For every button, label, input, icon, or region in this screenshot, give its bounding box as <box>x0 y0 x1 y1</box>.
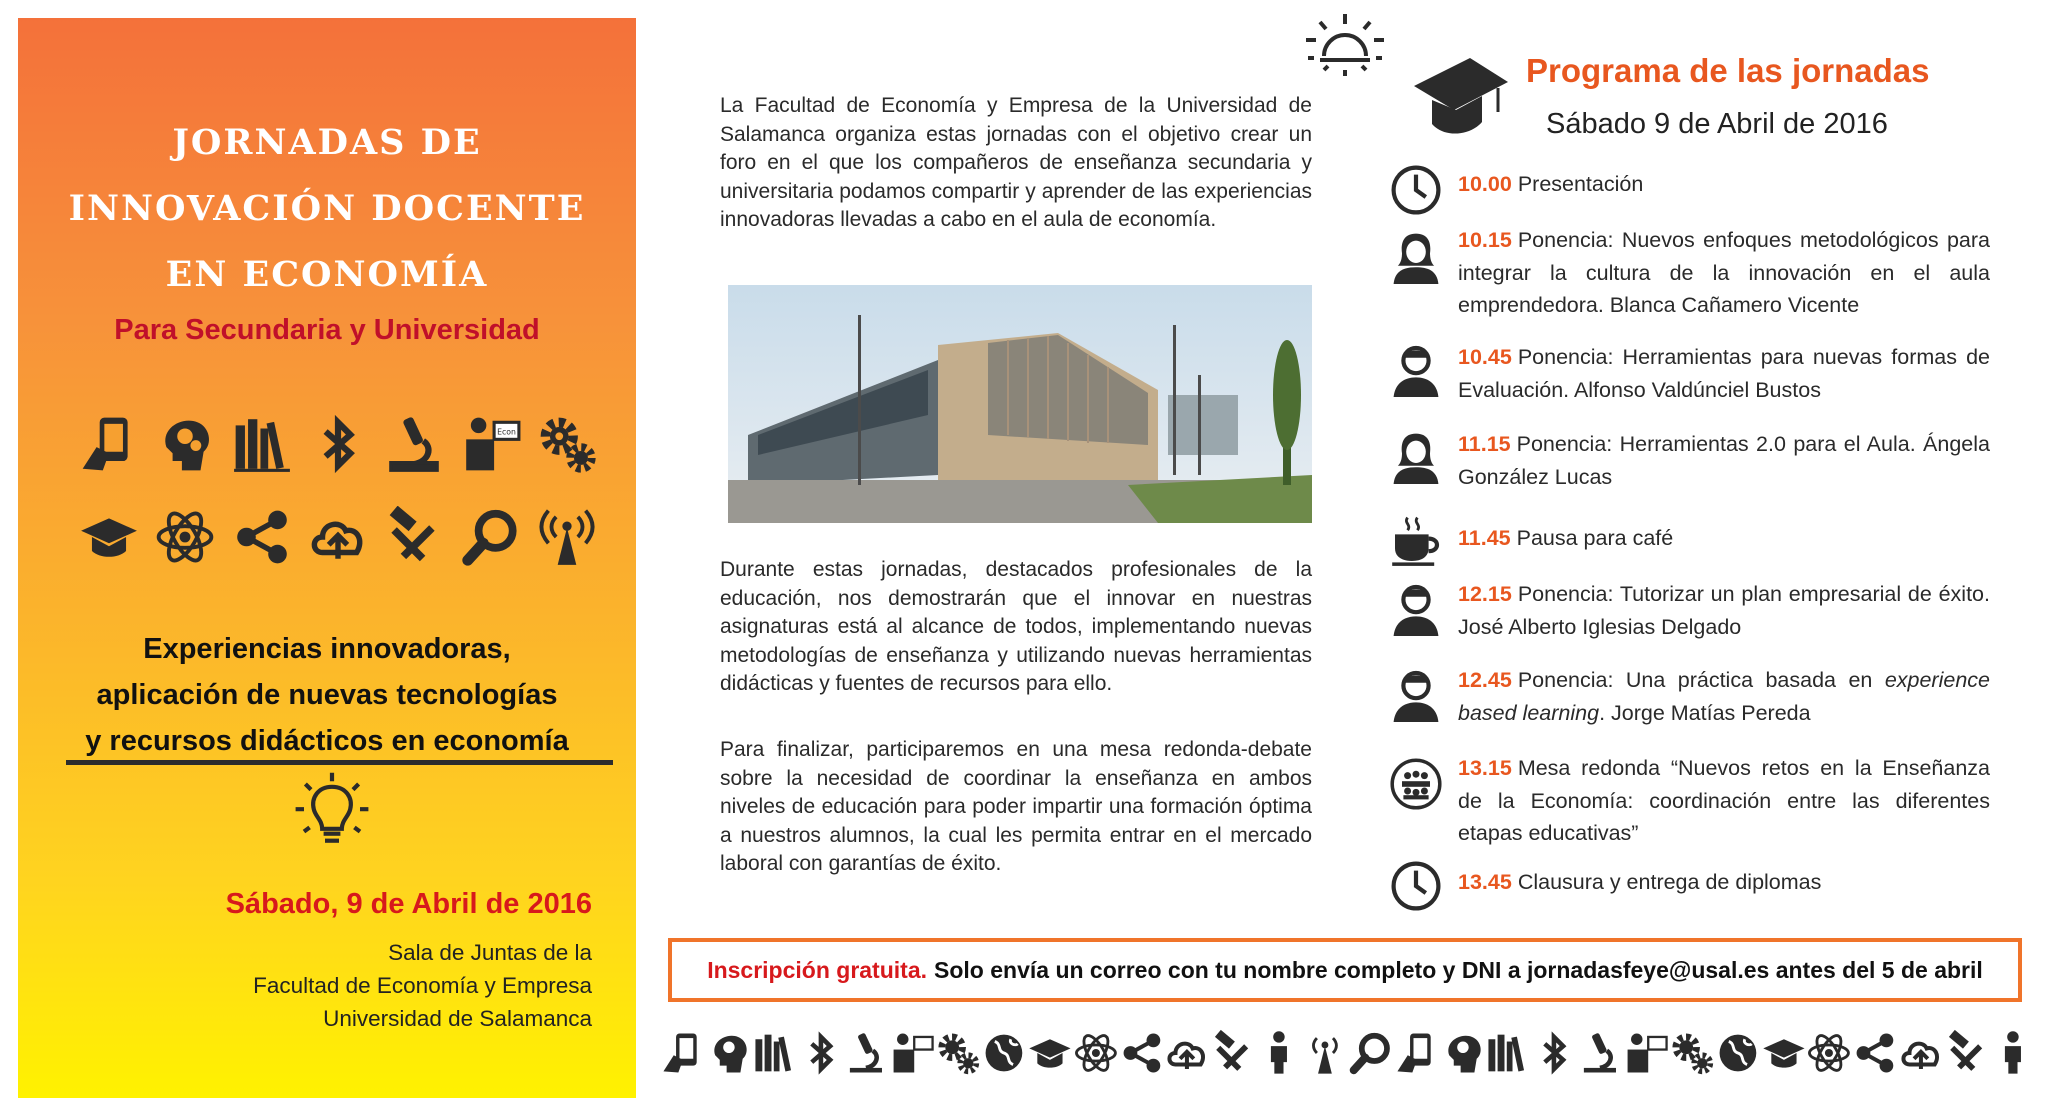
event-place <box>253 936 592 1035</box>
gears-icon <box>935 1028 981 1078</box>
place-line-3: Universidad de Salamanca <box>323 1006 592 1031</box>
cloud-upload-icon <box>1164 1028 1210 1078</box>
graduation-cap-icon <box>1027 1028 1073 1078</box>
cloud-upload-icon <box>1898 1028 1944 1078</box>
globe-icon <box>1715 1028 1761 1078</box>
hammer-wrench-icon <box>383 506 445 573</box>
microscope-icon <box>843 1028 889 1078</box>
item-text: Mesa redonda “Nuevos retos en la Enseñanza de la Economía: coordinación entre las diferentes etapas educativas” <box>1458 756 1990 845</box>
magnifier-icon <box>460 506 522 573</box>
gears-icon <box>536 413 598 480</box>
clock-icon <box>1388 858 1444 914</box>
faculty-building-photo <box>728 285 1312 523</box>
round-table-icon <box>1388 756 1444 812</box>
presenter-icon <box>1256 1028 1302 1078</box>
graduation-cap-icon <box>78 506 140 573</box>
time-label: 12.15 <box>1458 582 1512 606</box>
item-text: Presentación <box>1517 172 1644 196</box>
time-label: 12.45 <box>1458 668 1512 692</box>
man-speaker-icon <box>1388 666 1444 722</box>
bluetooth-icon <box>1531 1028 1577 1078</box>
brain-gears-icon <box>154 413 216 480</box>
bluetooth-icon <box>798 1028 844 1078</box>
time-label: 13.15 <box>1458 756 1512 780</box>
item-text: Ponencia: Tutorizar un plan empresarial de éxito. José Alberto Iglesias Delgado <box>1458 582 1990 639</box>
time-label: 11.15 <box>1458 432 1511 456</box>
cloud-upload-icon <box>307 506 369 573</box>
item-text: Pausa para café <box>1516 526 1674 550</box>
time-label: 13.45 <box>1458 870 1512 894</box>
place-line-1: Sala de Juntas de la <box>388 940 592 965</box>
atom-icon <box>154 506 216 573</box>
svg-text:Econ: Econ <box>496 427 516 437</box>
lightbulb-icon <box>290 770 374 854</box>
divider <box>66 760 613 765</box>
presenter-icon <box>1990 1028 2036 1078</box>
hammer-wrench-icon <box>1944 1028 1990 1078</box>
subtitle: Para Secundaria y Universidad <box>114 314 540 346</box>
atom-icon <box>1806 1028 1852 1078</box>
graduation-cap-icon <box>1761 1028 1807 1078</box>
man-speaker-icon <box>1388 341 1444 397</box>
wireless-tower-icon <box>536 506 598 573</box>
lead-line-2: aplicación de nuevas tecnologías <box>96 679 558 711</box>
microscope-icon <box>383 413 445 480</box>
title-line-3: EN ECONOMÍA <box>165 254 489 295</box>
lead-line-3: y recursos didácticos en economía <box>85 725 569 757</box>
place-line-2: Facultad de Economía y Empresa <box>253 973 592 998</box>
time-label: 10.45 <box>1458 345 1512 369</box>
clock-icon <box>1388 162 1444 218</box>
sun-icon <box>1300 12 1390 78</box>
title-line-1: JORNADAS DE <box>172 122 482 163</box>
bluetooth-icon <box>307 413 369 480</box>
time-label: 11.45 <box>1458 526 1511 550</box>
wireless-tower-icon <box>1302 1028 1348 1078</box>
gears-icon <box>1669 1028 1715 1078</box>
title-line-2: INNOVACIÓN DOCENTE <box>68 188 586 229</box>
event-date: Sábado, 9 de Abril de 2016 <box>225 888 592 920</box>
hammer-wrench-icon <box>1210 1028 1256 1078</box>
share-icon <box>1852 1028 1898 1078</box>
graduation-cap-icon <box>1410 52 1510 142</box>
program-date: Sábado 9 de Abril de 2016 <box>1546 108 1888 140</box>
books-icon <box>231 413 293 480</box>
coffee-cup-icon <box>1388 512 1444 568</box>
main-title <box>18 110 636 308</box>
books-icon <box>752 1028 798 1078</box>
registration-text: Solo envía un correo con tu nombre completo y DNI a jornadasfeye@usal.es antes del 5 de abril <box>934 956 1983 983</box>
item-text: Ponencia: Herramientas 2.0 para el Aula. Ángela González Lucas <box>1458 432 1990 489</box>
woman-speaker-icon <box>1388 228 1444 284</box>
item-text: Ponencia: Nuevos enfoques metodológicos para integrar la cultura de la innovación en el aula emprendedora. Blanca Cañamero Vicente <box>1458 228 1990 317</box>
books-icon <box>1485 1028 1531 1078</box>
man-speaker-icon <box>1388 580 1444 636</box>
share-icon <box>1119 1028 1165 1078</box>
item-text-after: . Jorge Matías Pereda <box>1599 700 1811 725</box>
magnifier-icon <box>1348 1028 1394 1078</box>
microscope-icon <box>1577 1028 1623 1078</box>
item-text-before: Ponencia: Una práctica basada en <box>1517 668 1885 692</box>
program-title: Programa de las jornadas <box>1526 52 1930 89</box>
globe-icon <box>981 1028 1027 1078</box>
teacher-podium-icon <box>889 1028 935 1078</box>
time-label: 10.00 <box>1458 172 1512 196</box>
atom-icon <box>1073 1028 1119 1078</box>
brain-gears-icon <box>706 1028 752 1078</box>
icon-row-2 <box>78 506 598 573</box>
lead-line-1: Experiencias innovadoras, <box>143 633 511 665</box>
bottom-icon-strip <box>660 1024 2036 1082</box>
item-text: Clausura y entrega de diplomas <box>1517 870 1822 894</box>
lead-text <box>18 626 636 764</box>
teacher-podium-icon <box>1623 1028 1669 1078</box>
flyer-panel <box>18 18 636 1098</box>
icon-row-1 <box>78 413 598 480</box>
intro-paragraph-3: Para finalizar, participaremos en una mesa redonda-debate sobre la necesidad de coordinar la enseñanza en ambos niveles de educación para poder impartir una formación óptima a nuestros alumnos, la cual les permita entrar en el mercado laboral con garantías de éxito. <box>720 738 1312 876</box>
woman-speaker-icon <box>1388 428 1444 484</box>
tablet-hand-icon <box>1394 1028 1440 1078</box>
brain-gears-icon <box>1440 1028 1486 1078</box>
intro-paragraph-2: Durante estas jornadas, destacados profesionales de la educación, nos demostrarán que el innovar en nuestras asignaturas está al alcance de todos, implementando nuevas metodologías de enseñanza y utilizando nuevas herramientas didácticas y fuentes de recursos para ello. <box>720 558 1312 696</box>
item-text-italic: experience based learning <box>1458 668 1990 725</box>
time-label: 10.15 <box>1458 228 1512 252</box>
intro-paragraph-1: La Facultad de Economía y Empresa de la Universidad de Salamanca organiza estas jornadas con el objetivo crear un foro en el que los compañeros de enseñanza secundaria y universitaria podamos compartir y aprender de las experiencias innovadoras llevadas a cabo en el aula de economía. <box>720 94 1312 232</box>
tablet-hand-icon <box>660 1028 706 1078</box>
registration-box <box>668 938 2022 1002</box>
item-text: Ponencia: Herramientas para nuevas formas de Evaluación. Alfonso Valdúnciel Bustos <box>1458 345 1990 402</box>
registration-highlight: Inscripción gratuita. <box>707 956 928 983</box>
share-icon <box>231 506 293 573</box>
tablet-hand-icon <box>78 413 140 480</box>
teacher-podium-icon <box>460 413 522 480</box>
